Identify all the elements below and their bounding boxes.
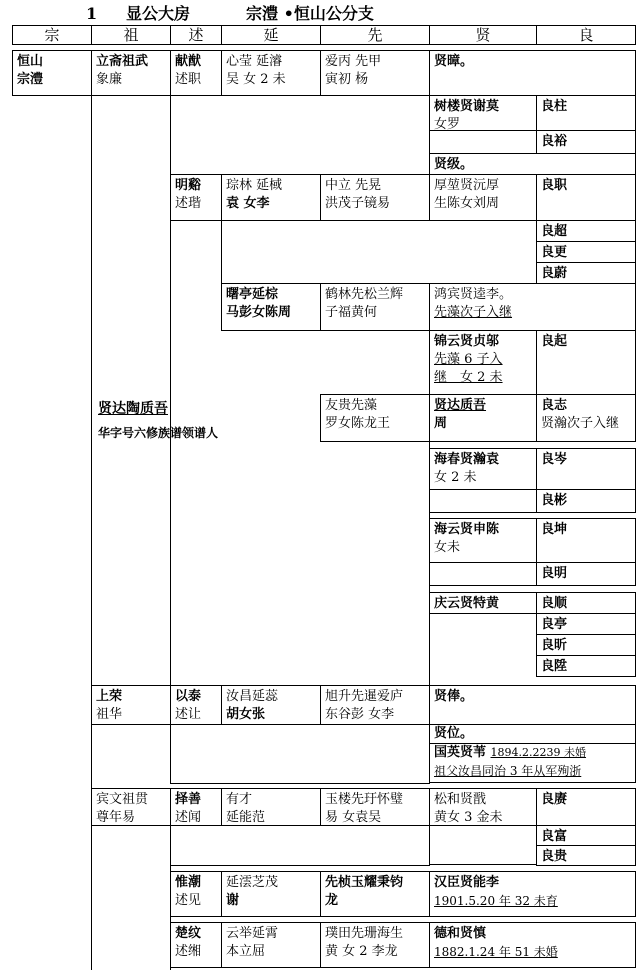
cell-spacer-2: [221, 220, 537, 284]
cell-liangzhi2: 良志 贤瀚次子入继: [536, 394, 636, 442]
cell-liangxin: 良昕: [536, 634, 636, 656]
cell-hongbin: 鸿宾贤逵李。 先藻次子入继: [429, 283, 636, 331]
cell-mingkui: 明谿 述瑎: [170, 174, 222, 221]
cell-liangchao: 良超: [536, 220, 636, 242]
cell-xianxian: 献猷 述职: [170, 50, 222, 96]
cell-chuwen: 楚纹 述缃: [170, 922, 222, 968]
cell-liangyu: 良裕: [536, 130, 636, 154]
cell-empty-b: [429, 489, 537, 513]
house-name: 显公大房: [126, 4, 191, 23]
cell-qingyun: 庆云贤特黄: [429, 592, 537, 614]
cell-youcai: 有才 延能范: [221, 788, 321, 826]
cell-putian: 璞田先珊海生 黄 女 2 李龙: [320, 922, 430, 968]
header-shu: 述: [170, 25, 222, 45]
cell-songhe: 松和贤戬 黄女 3 金未: [429, 788, 537, 826]
cell-conglin: 琮林 延棫 袁 女李: [221, 174, 321, 221]
cell-liangkun: 良坤: [536, 518, 636, 563]
header-yan: 延: [221, 25, 321, 45]
cell-lianggui: 良贵: [536, 845, 636, 866]
cell-liangfu: 良富: [536, 825, 636, 846]
cell-liangzhi: 良职: [536, 174, 636, 221]
cell-xianzhen: 先桢玉耀秉钧 龙: [320, 871, 430, 917]
cell-lizhai: 立斋祖武 象廉: [91, 50, 171, 96]
page-title: [86, 3, 374, 25]
cell-shangrong: 上荣 祖华: [91, 685, 171, 725]
cell-xianda: 贤达质吾 周: [429, 394, 537, 442]
note-xianda: 贤达陶质吾: [98, 401, 168, 417]
cell-yunju: 云举延霄 本立屈: [221, 922, 321, 968]
cell-dehe: 德和贤慎 1882.1.24 年 51 未婚: [429, 922, 636, 968]
cell-liangwei: 良蔚: [536, 262, 636, 284]
cell-liangqi: 良起: [536, 330, 636, 395]
cell-aibing: 爱丙 先甲 寅初 杨: [320, 50, 430, 96]
cell-ruchang: 汝昌延蕊 胡女张: [221, 685, 321, 725]
cell-helin: 鹤林先松兰辉 子福黄何: [320, 283, 430, 331]
cell-yitai: 以泰 述让: [170, 685, 222, 725]
cell-liangyin: 良赓: [536, 788, 636, 826]
cell-xusheng: 旭升先暹爱庐 东谷彭 女李: [320, 685, 430, 725]
branch-prefix: 宗澧 •: [246, 4, 294, 23]
cell-spacer-4: [170, 825, 430, 866]
cell-empty-c: [429, 562, 537, 586]
connector-zong: [91, 96, 92, 970]
cell-hengshan: 恒山 宗澧: [12, 50, 92, 96]
cell-empty-d: [429, 825, 537, 865]
cell-liangzhu: 良柱: [536, 95, 636, 131]
cell-liangzhi3: 良陞: [536, 655, 636, 677]
cell-shuting: 曙亭延棕 马彭女陈周: [221, 283, 321, 331]
header-liang: 良: [536, 25, 636, 45]
cell-binwen: 宾文祖贯 尊年易: [91, 788, 171, 826]
section-number: 1: [86, 4, 98, 23]
cell-xianzhang: 贤暲。: [429, 50, 636, 96]
cell-spacer-3: [170, 724, 430, 784]
cell-empty-a: [429, 130, 537, 154]
cell-xinying: 心莹 延濬 吴 女 2 未: [221, 50, 321, 96]
cell-spacer-1: [170, 95, 430, 175]
cell-haichun: 海春贤瀚袁 女 2 未: [429, 448, 537, 490]
cell-shulou: 树楼贤谢莫 女罗: [429, 95, 537, 131]
cell-xianwei: 贤位。: [429, 724, 636, 744]
cell-xianfeng: 贤俸。: [429, 685, 636, 725]
cell-yulou: 玉楼先玗怀璧 易 女袁吴: [320, 788, 430, 826]
header-xian2: 贤: [429, 25, 537, 45]
cell-jinyun: 锦云贤贞邬 先藻 6 子入 继 女 2 未: [429, 330, 537, 395]
cell-zhongli: 中立 先晃 洪茂子镜易: [320, 174, 430, 221]
cell-lianggeng: 良更: [536, 241, 636, 263]
cell-liangling: 良岑: [536, 448, 636, 490]
header-zong: 宗: [12, 25, 92, 45]
cell-guoying: 国英贤苇 1894.2.2239 未婚 祖父汝昌同治 3 年从军殉浙: [429, 743, 636, 783]
cell-yanyun: 延澐芝茂 谢: [221, 871, 321, 917]
cell-zeshan: 择善 述闻: [170, 788, 222, 826]
header-xian: 先: [320, 25, 430, 45]
header-zu: 祖: [91, 25, 171, 45]
cell-weichao: 惟潮 述见: [170, 871, 222, 917]
cell-haiyun: 海云贤申陈 女未: [429, 518, 537, 563]
branch-name: 恒山公分支: [294, 3, 374, 26]
cell-liangting: 良亭: [536, 613, 636, 635]
cell-hanchen: 汉臣贤能李 1901.5.20 年 32 未育: [429, 871, 636, 917]
cell-xianji: 贤级。: [429, 153, 636, 175]
cell-yougui: 友贵先藻 罗女陈龙王: [320, 394, 430, 442]
cell-liangbin: 良彬: [536, 489, 636, 513]
cell-liangshun: 良顺: [536, 592, 636, 614]
cell-houkun: 厚堃贤沅厚 生陈女刘周: [429, 174, 537, 221]
note-leader: 华字号六修族谱领谱人: [98, 426, 219, 440]
cell-liangming: 良明: [536, 562, 636, 586]
